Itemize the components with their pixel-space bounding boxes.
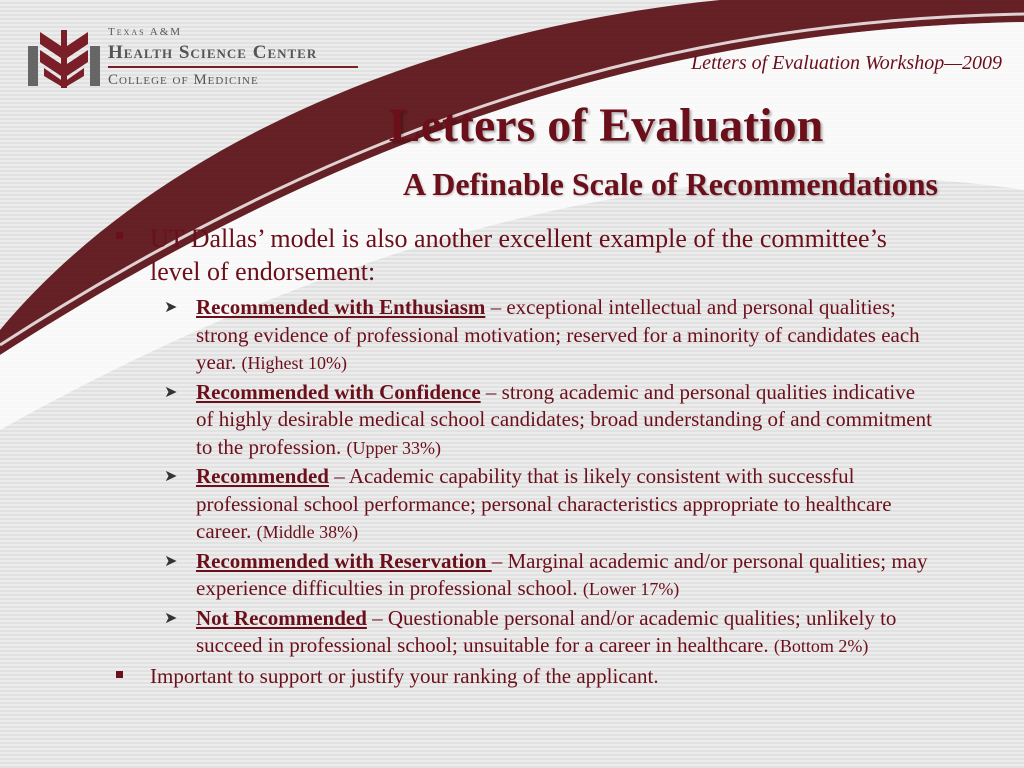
level-item-enthusiasm [112,294,932,378]
level-percent: (Middle 38%) [256,522,359,542]
level-item-not-recommended [112,605,932,661]
slide-body [112,222,932,689]
arrow-bullet-icon: ➤ [164,381,178,401]
recommendation-levels-list [112,294,932,661]
square-bullet-icon [116,232,123,239]
institution-logo [26,26,366,96]
logo-divider [108,66,358,68]
bullet-text: Important to support or justify your ranking of the applicant. [150,663,659,688]
level-percent: (Upper 33%) [346,437,441,458]
bullet-item [112,663,932,689]
square-bullet-icon [116,671,123,678]
bullet-text: UT Dallas’ model is also another excellent example of the committee’s level of endorsement: [150,224,887,286]
level-description: – strong academic and personal qualities indicative of highly desirable medical school candidates; broad understanding of and commitment to the profession. [196,379,932,459]
arrow-bullet-icon: ➤ [164,297,178,316]
slide-title: Letters of Evaluation [388,99,824,152]
level-description: – Marginal academic and/or personal qualities; may experience difficulties in professional school. [196,548,928,600]
level-percent: (Lower 17%) [582,579,680,599]
slide-subtitle: A Definable Scale of Recommendations [402,166,938,202]
level-description: – exceptional intellectual and personal qualities; strong evidence of professional motivation; reserved for a minority of candidates each year. [196,295,920,374]
logo-line-texas-am: Texas A&M [108,26,183,38]
level-term: Not Recommended [196,605,367,630]
level-item-recommended [112,463,932,547]
level-term: Recommended with Reservation [196,548,492,573]
level-item-confidence [112,379,932,463]
arrow-bullet-icon: ➤ [164,607,178,627]
level-term: Recommended with Enthusiasm [196,295,486,319]
logo-line-college: College of Medicine [108,72,259,88]
workshop-header: Letters of Evaluation Workshop—2009 [691,52,1002,74]
level-description: – Questionable personal and/or academic qualities; unlikely to succeed in professional school; unsuitable for a career in healthcare. [196,605,897,657]
arrow-bullet-icon: ➤ [164,466,178,485]
level-description: – Academic capability that is likely consistent with successful professional school performance; personal characteristics appropriate to healthcare career. [196,464,892,543]
level-item-reservation [112,548,932,604]
level-percent: (Highest 10%) [241,353,347,373]
atm-hsc-logo-mark-icon [26,26,102,90]
level-term: Recommended [196,464,329,488]
level-percent: (Bottom 2%) [773,636,869,656]
logo-line-hsc: Health Science Center [108,42,318,63]
bullet-item [112,222,932,288]
arrow-bullet-icon: ➤ [164,550,178,570]
level-term: Recommended with Confidence [196,379,481,404]
